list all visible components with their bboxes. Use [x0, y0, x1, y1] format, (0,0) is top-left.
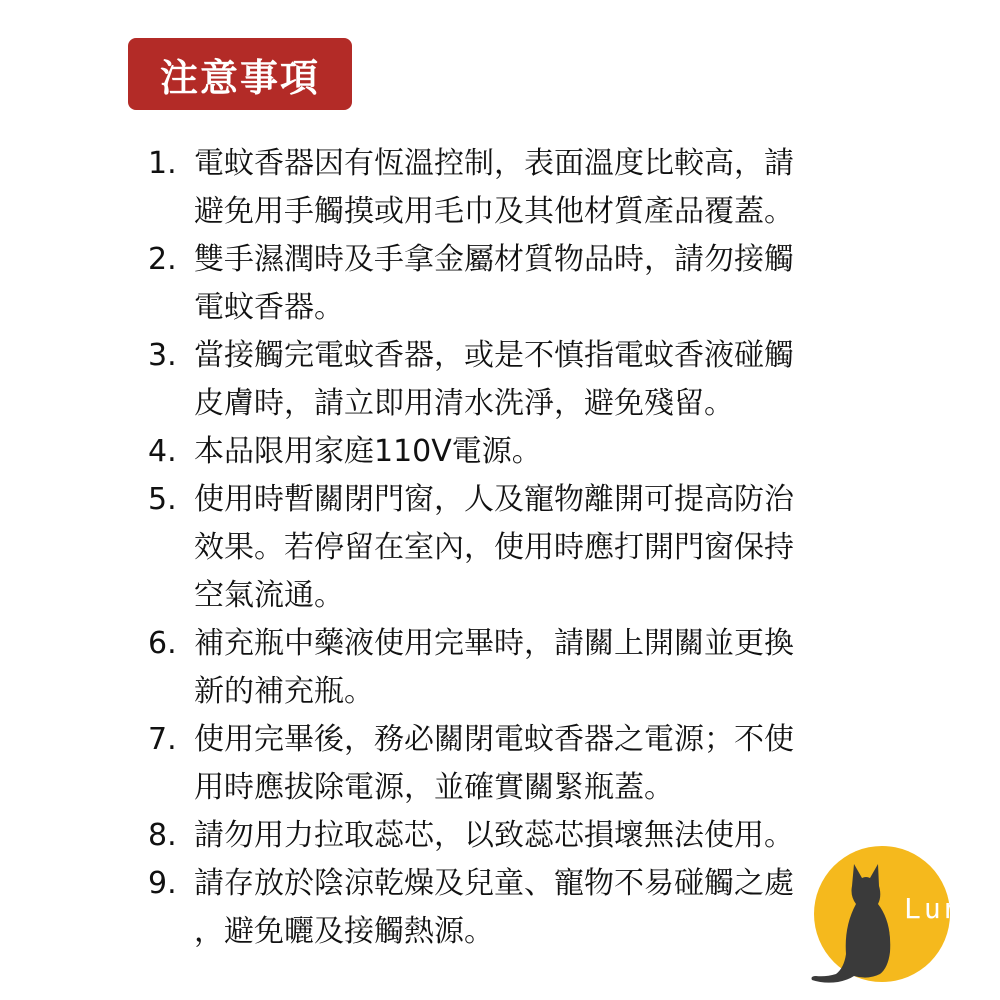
- note-item: [148, 716, 848, 812]
- note-item: [148, 236, 848, 332]
- note-number: 4.: [148, 434, 177, 469]
- note-line: 本品限用家庭110V電源。: [194, 434, 542, 469]
- note-number: 6.: [148, 626, 177, 661]
- note-item: [148, 476, 848, 620]
- note-number: 1.: [148, 146, 177, 181]
- logo-text: Luna: [904, 892, 984, 925]
- note-number: 8.: [148, 818, 177, 853]
- note-line: 請勿用力拉取蕊芯，以致蕊芯損壞無法使用。: [194, 818, 794, 853]
- note-text: [194, 332, 848, 428]
- note-line: 用時應拔除電源，並確實關緊瓶蓋。: [194, 770, 674, 805]
- note-text: [194, 140, 848, 236]
- note-number: 5.: [148, 482, 177, 517]
- note-item: [148, 812, 848, 860]
- note-line: ，避免曬及接觸熱源。: [194, 914, 494, 949]
- note-item: [148, 620, 848, 716]
- note-line: 補充瓶中藥液使用完畢時，請關上開關並更換: [194, 626, 794, 661]
- note-line: 雙手濕潤時及手拿金屬材質物品時，請勿接觸: [194, 242, 794, 277]
- note-number: 9.: [148, 866, 177, 901]
- note-text: [194, 620, 848, 716]
- note-text: [194, 716, 848, 812]
- note-line: 使用時暫關閉門窗，人及寵物離開可提高防治: [194, 482, 794, 517]
- note-line: 皮膚時，請立即用清水洗淨，避免殘留。: [194, 386, 734, 421]
- note-line: 當接觸完電蚊香器，或是不慎指電蚊香液碰觸: [194, 338, 794, 373]
- note-text: [194, 812, 848, 860]
- note-line: 電蚊香器因有恆溫控制，表面溫度比較高，請: [194, 146, 794, 181]
- note-number: 3.: [148, 338, 177, 373]
- note-line: 新的補充瓶。: [194, 674, 374, 709]
- luna-logo: [808, 846, 998, 986]
- note-text: [194, 476, 848, 620]
- note-item: [148, 860, 848, 956]
- note-item: [148, 428, 848, 476]
- note-item: [148, 140, 848, 236]
- note-text: [194, 236, 848, 332]
- note-line: 電蚊香器。: [194, 290, 344, 325]
- note-text: [194, 428, 848, 476]
- note-number: 2.: [148, 242, 177, 277]
- note-item: [148, 332, 848, 428]
- note-line: 空氣流通。: [194, 578, 344, 613]
- note-line: 請存放於陰涼乾燥及兒童、寵物不易碰觸之處: [194, 866, 794, 901]
- note-line: 效果。若停留在室內，使用時應打開門窗保持: [194, 530, 794, 565]
- note-number: 7.: [148, 722, 177, 757]
- note-line: 避免用手觸摸或用毛巾及其他材質產品覆蓋。: [194, 194, 794, 229]
- page-title: 注意事項: [159, 55, 320, 100]
- notes-list: [148, 140, 848, 956]
- note-line: 使用完畢後，務必關閉電蚊香器之電源；不使: [194, 722, 794, 757]
- note-text: [194, 860, 848, 956]
- page-title-badge: [128, 38, 352, 110]
